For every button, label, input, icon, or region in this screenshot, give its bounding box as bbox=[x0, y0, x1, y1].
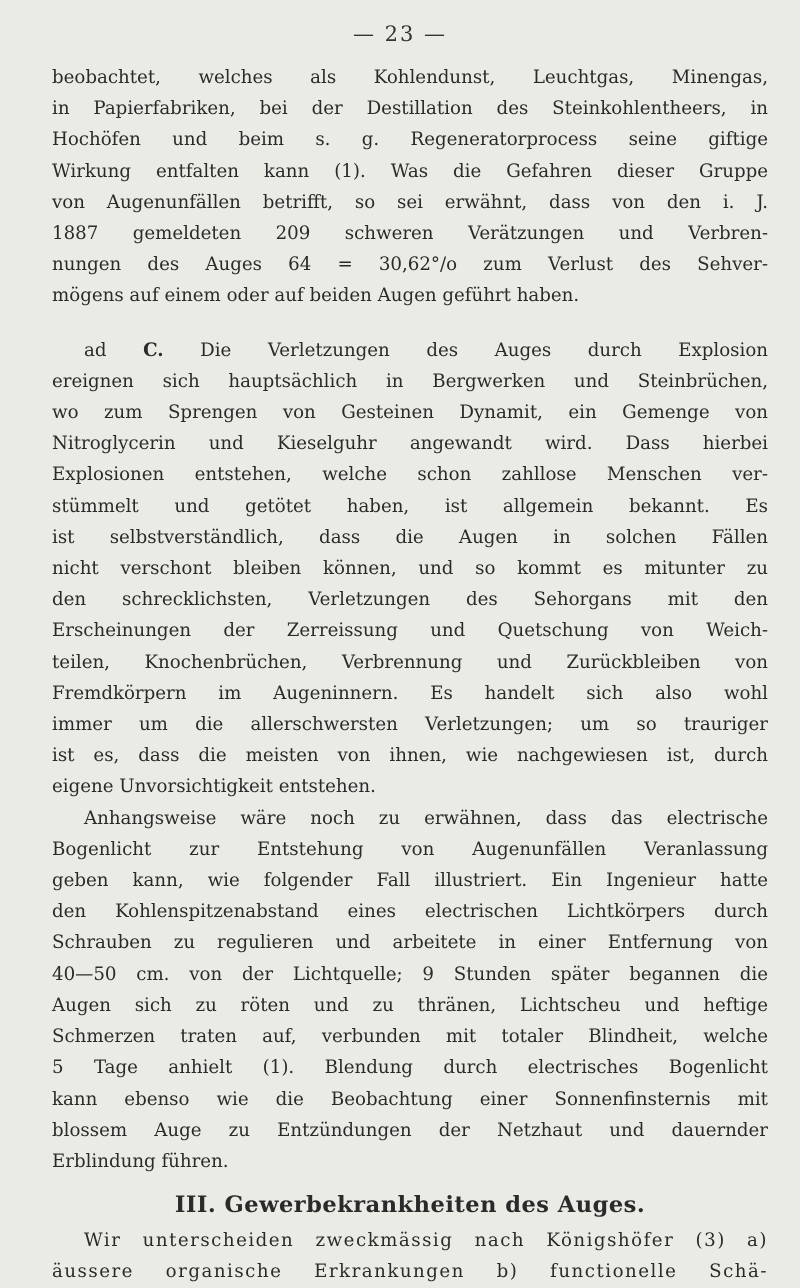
text-line: Nitroglycerin und Kieselguhr angewandt wird. Dass hierbei bbox=[52, 433, 768, 455]
text-line: ist es, dass die meisten von ihnen, wie nachgewiesen ist, durch bbox=[52, 745, 768, 767]
text-line: 5 Tage anhielt (1). Blendung durch electrisches Bogenlicht bbox=[52, 1057, 768, 1079]
text-line: Hochöfen und beim s. g. Regeneratorprocess seine giftige bbox=[52, 129, 768, 151]
text-line: äussere organische Erkrankungen b) functionelle Schä- bbox=[52, 1261, 768, 1283]
text-line: Bogenlicht zur Entstehung von Augenunfällen Veranlassung bbox=[52, 838, 768, 860]
text-line: Fremdkörpern im Augeninnern. Es handelt sich also wohl bbox=[52, 682, 768, 704]
text-line: stümmelt und getötet haben, ist allgemein bekannt. Es bbox=[52, 495, 768, 517]
text-line: geben kann, wie folgender Fall illustriert. Ein Ingenieur hatte bbox=[52, 870, 768, 892]
paragraph-ad-c bbox=[52, 335, 768, 803]
text-line: nungen des Auges 64 = 30,62°/o zum Verlust des Sehver- bbox=[52, 254, 768, 276]
text-line: 1887 gemeldeten 209 schweren Verätzungen und Verbren- bbox=[52, 223, 768, 245]
section-heading: III. Gewerbekrankheiten des Auges. bbox=[174, 1192, 646, 1219]
paragraph-3 bbox=[52, 803, 768, 1177]
text-line: Schmerzen traten auf, verbunden mit totaler Blindheit, welche bbox=[52, 1026, 768, 1048]
text-line: beobachtet, welches als Kohlendunst, Leuchtgas, Minengas, bbox=[52, 67, 768, 88]
text-line: Schrauben zu regulieren und arbeitete in einer Entfernung von bbox=[52, 932, 768, 954]
paragraph-4 bbox=[52, 1225, 768, 1287]
text-line: ist selbstverständlich, dass die Augen in solchen Fällen bbox=[52, 526, 768, 548]
text-line: kann ebenso wie die Beobachtung einer Sonnenfinsternis mit bbox=[52, 1088, 768, 1110]
text-line: ereignen sich hauptsächlich in Bergwerken und Steinbrüchen, bbox=[52, 370, 768, 392]
body-text bbox=[52, 62, 768, 1288]
ad-prefix: ad bbox=[84, 339, 107, 361]
text-line: Erscheinungen der Zerreissung und Quetschung von Weich- bbox=[52, 620, 768, 642]
text-line: Augen sich zu röten und zu thränen, Lichtscheu und heftige bbox=[52, 994, 768, 1016]
text-line: in Papierfabriken, bei der Destillation des Steinkohlentheers, in bbox=[52, 98, 768, 120]
text-line: von Augenunfällen betrifft, so sei erwähnt, dass von den i. J. bbox=[52, 191, 768, 213]
page-number: — 23 — bbox=[352, 22, 448, 46]
section-letter-c: C. bbox=[143, 339, 164, 361]
text-line: 40—50 cm. von der Lichtquelle; 9 Stunden später begannen die bbox=[52, 963, 768, 985]
text-line: immer um die allerschwersten Verletzungen; um so trauriger bbox=[52, 714, 768, 736]
text-line: den schrecklichsten, Verletzungen des Sehorgans mit den bbox=[52, 589, 768, 611]
text-fragment: Die Verletzungen des Auges durch Explosion bbox=[200, 339, 768, 361]
text-line bbox=[52, 335, 768, 366]
text-line: den Kohlenspitzenabstand eines electrischen Lichtkörpers durch bbox=[52, 901, 768, 923]
text-line: teilen, Knochenbrüchen, Verbrennung und Zurückbleiben von bbox=[52, 651, 768, 673]
paragraph-1 bbox=[52, 62, 768, 312]
text-line: blossem Auge zu Entzündungen der Netzhaut und dauernder bbox=[52, 1119, 768, 1141]
text-line: Wirkung entfalten kann (1). Was die Gefahren dieser Gruppe bbox=[52, 160, 768, 182]
text-line: Wir unterscheiden zweckmässig nach Königshöfer (3) a) bbox=[84, 1230, 768, 1252]
text-line: nicht verschont bleiben können, und so kommt es mitunter zu bbox=[52, 558, 768, 580]
text-line: Explosionen entstehen, welche schon zahllose Menschen ver- bbox=[52, 464, 768, 486]
text-line: wo zum Sprengen von Gesteinen Dynamit, ein Gemenge von bbox=[52, 402, 768, 424]
text-line: Anhangsweise wäre noch zu erwähnen, dass das electrische bbox=[84, 807, 768, 829]
text-line: mögens auf einem oder auf beiden Augen geführt haben. bbox=[52, 285, 580, 307]
text-line: eigene Unvorsichtigkeit entstehen. bbox=[52, 776, 376, 798]
text-line: Erblindung führen. bbox=[52, 1150, 229, 1172]
